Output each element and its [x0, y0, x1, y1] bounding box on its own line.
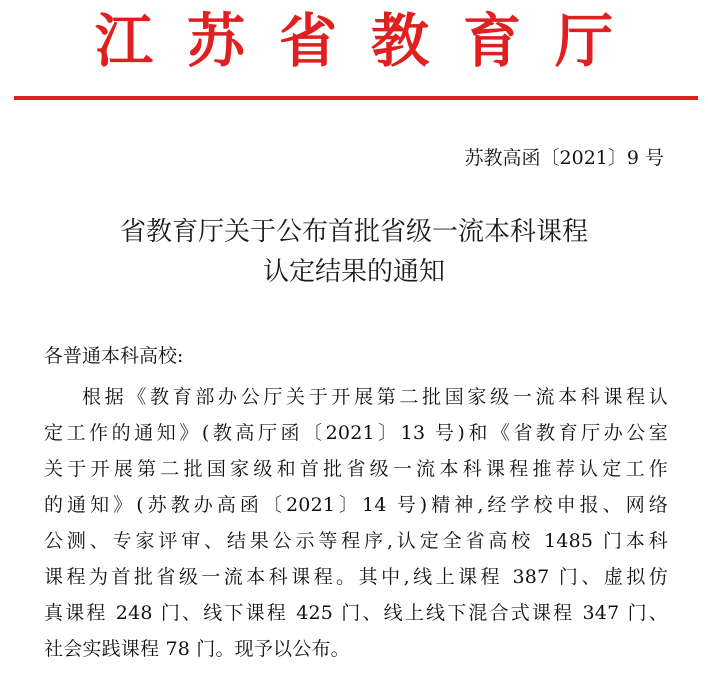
document-title: [0, 212, 708, 292]
body-line: 课程为首批省级一流本科课程。其中,线上课程 387 门、虚拟仿: [44, 566, 668, 588]
body-line: 社会实践课程 78 门。现予以公布。: [44, 638, 350, 660]
body-line: 公测、专家评审、结果公示等程序,认定全省高校 1485 门本科: [44, 530, 668, 552]
body-line: 的通知》(苏教办高函〔2021〕14 号)精神,经学校申报、网络: [44, 494, 668, 516]
body-line: 真课程 248 门、线下课程 425 门、线上线下混合式课程 347 门、: [44, 602, 668, 624]
document-title-line-1: 省教育厅关于公布首批省级一流本科课程: [119, 217, 588, 247]
letterhead-title: 江苏省教育厅: [94, 7, 647, 75]
body-line: 关于开展第二批国家级和首批省级一流本科课程推荐认定工作: [44, 458, 668, 480]
salutation: 各普通本科高校:: [44, 345, 184, 367]
letterhead-divider: [14, 96, 698, 100]
body-paragraph: [44, 379, 668, 667]
body-line: 根据《教育部办公厅关于开展第二批国家级一流本科课程认: [82, 386, 668, 408]
document-title-line-2: 认定结果的通知: [262, 257, 445, 287]
body-line: 定工作的通知》(教高厅函〔2021〕13 号)和《省教育厅办公室: [44, 422, 668, 444]
document-number: 苏教高函〔2021〕9 号: [464, 147, 664, 169]
